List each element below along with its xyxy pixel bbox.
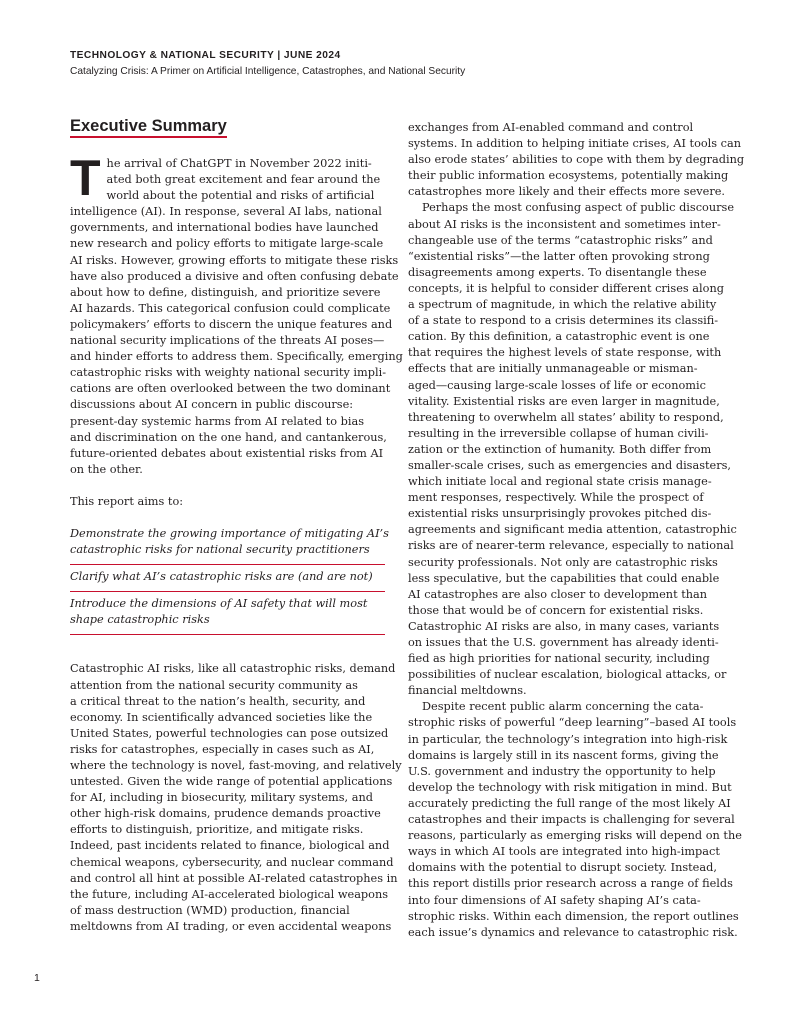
text-line: about how to define, distinguish, and prioritize severe xyxy=(70,285,381,299)
text-line: for AI, including in biosecurity, military systems, and xyxy=(70,791,373,805)
text-line: resulting in the irreversible collapse of human civili- xyxy=(408,426,709,440)
page-number: 1 xyxy=(34,972,40,984)
text-line: policymakers’ efforts to discern the unique features and xyxy=(70,317,393,331)
right-column xyxy=(408,120,745,941)
text-line: Catastrophic AI risks are also, in many cases, variants xyxy=(408,619,720,633)
text-line: into four dimensions of AI safety shaping AI’s cata- xyxy=(408,893,701,907)
aim-text-line: Clarify what AI’s catastrophic risks are (and are not) xyxy=(70,570,373,584)
text-line: on the other. xyxy=(70,462,143,476)
drop-cap: T xyxy=(70,150,101,206)
left-paragraph-2 xyxy=(70,661,402,935)
text-line: “existential risks”—the latter often provoking strong xyxy=(408,249,710,263)
text-line: where the technology is novel, fast-moving, and relatively xyxy=(70,759,402,772)
text-line: strophic risks. Within each dimension, the report outlines xyxy=(408,909,739,923)
text-line: the future, including AI-accelerated biological weapons xyxy=(70,887,389,901)
text-line: vitality. Existential risks are even larger in magnitude, xyxy=(408,394,720,408)
text-line: Perhaps the most confusing aspect of public discourse xyxy=(422,201,735,215)
aims-intro: This report aims to: xyxy=(70,494,184,508)
section-title: Executive Summary xyxy=(70,117,227,138)
aim-item xyxy=(70,592,385,635)
text-line: Catastrophic AI risks, like all catastrophic risks, demand xyxy=(70,662,396,676)
text-line: changeable use of the terms “catastrophic risks” and xyxy=(408,233,713,247)
text-line: risks are of nearer-term relevance, especially to national xyxy=(408,539,734,553)
text-line: financial meltdowns. xyxy=(408,684,527,698)
text-line: Indeed, past incidents related to finance, biological and xyxy=(70,839,390,853)
text-line: reasons, particularly as emerging risks will depend on the xyxy=(408,829,742,843)
text-line: AI hazards. This categorical confusion could complicate xyxy=(70,301,391,315)
text-line: effects that are initially unmanageable or misman- xyxy=(408,362,698,376)
text-line: of a state to respond to a crisis determines its classifi- xyxy=(408,314,719,328)
text-line: that requires the highest levels of state response, with xyxy=(408,346,722,360)
text-line: he arrival of ChatGPT in November 2022 initi- xyxy=(106,157,372,170)
text-line: also erode states’ abilities to cope with them by degrading xyxy=(408,153,745,167)
text-line: domains is largely still in its nascent forms, giving the xyxy=(408,748,719,762)
text-line: of mass destruction (WMD) production, financial xyxy=(70,903,350,917)
text-line: cations are often overlooked between the two dominant xyxy=(70,382,391,396)
text-line: untested. Given the wide range of potential applications xyxy=(70,775,393,789)
text-line: fied as high priorities for national security, including xyxy=(408,652,710,666)
text-line: Despite recent public alarm concerning the cata- xyxy=(422,700,704,714)
text-line: catastrophes and their impacts is challenging for several xyxy=(408,813,735,827)
text-line: disagreements among experts. To disentangle these xyxy=(408,265,707,279)
text-line: develop the technology with risk mitigation in mind. But xyxy=(408,780,732,794)
text-line: strophic risks of powerful “deep learning”–based AI tools xyxy=(408,716,737,730)
text-line: and control all hint at possible AI-related catastrophes in xyxy=(70,871,398,885)
text-line: intelligence (AI). In response, several AI labs, national xyxy=(70,205,382,219)
text-line: about AI risks is the inconsistent and sometimes inter- xyxy=(408,217,721,231)
report-series-label: TECHNOLOGY & NATIONAL SECURITY | JUNE 2024 xyxy=(70,50,341,61)
text-line: less speculative, but the capabilities that could enable xyxy=(408,571,720,585)
text-line: have also produced a divisive and often confusing debate xyxy=(70,269,399,283)
text-line: their public information ecosystems, potentially making xyxy=(408,169,729,183)
text-line: catastrophic risks with weighty national security impli- xyxy=(70,366,387,380)
report-title: Catalyzing Crisis: A Primer on Artificial Intelligence, Catastrophes, and National Security xyxy=(70,66,466,77)
text-line: this report distills prior research across a range of fields xyxy=(408,877,733,891)
text-line: a critical threat to the nation’s health, security, and xyxy=(70,694,366,708)
text-line: concepts, it is helpful to consider different crises along xyxy=(408,281,724,295)
text-line: efforts to distinguish, prioritize, and mitigate risks. xyxy=(70,823,364,837)
text-line: each issue’s dynamics and relevance to catastrophic risk. xyxy=(408,925,738,939)
text-line: United States, powerful technologies can pose outsized xyxy=(70,726,389,740)
aims-list xyxy=(70,526,389,635)
text-line: on issues that the U.S. government has already identi- xyxy=(408,636,719,649)
text-line: risks for catastrophes, especially in cases such as AI, xyxy=(70,742,375,756)
text-line: threatening to overwhelm all states’ ability to respond, xyxy=(408,410,724,424)
text-line: a spectrum of magnitude, in which the relative ability xyxy=(408,298,717,312)
text-line: governments, and international bodies have launched xyxy=(70,221,379,235)
aim-text-line: Demonstrate the growing importance of mitigating AI’s xyxy=(70,526,389,540)
text-line: discussions about AI concern in public discourse: xyxy=(70,398,354,412)
text-line: U.S. government and industry the opportunity to help xyxy=(408,764,716,778)
text-line: AI catastrophes are also closer to development than xyxy=(408,587,708,601)
text-line: other high-risk domains, prudence demands proactive xyxy=(70,807,381,821)
text-line: exchanges from AI-enabled command and control xyxy=(408,121,694,134)
text-line: systems. In addition to helping initiate crises, AI tools can xyxy=(408,137,742,151)
text-line: smaller-scale crises, such as emergencies and disasters, xyxy=(408,458,732,472)
text-line: aged—causing large-scale losses of life or economic xyxy=(408,378,706,392)
text-line: cation. By this definition, a catastrophic event is one xyxy=(408,330,710,344)
aim-text-line: catastrophic risks for national security practitioners xyxy=(70,543,370,557)
text-line: economy. In scientifically advanced societies like the xyxy=(70,710,373,724)
text-line: world about the potential and risks of artificial xyxy=(106,189,375,203)
text-line: and discrimination on the one hand, and cantankerous, xyxy=(70,430,387,444)
aim-item xyxy=(70,526,389,565)
text-line: existential risks unsurprisingly provokes pitched dis- xyxy=(408,507,712,521)
text-line: national security implications of the threats AI poses— xyxy=(70,334,385,348)
text-line: ways in which AI tools are integrated into high-impact xyxy=(408,845,720,859)
text-line: ated both great excitement and fear around the xyxy=(106,173,381,187)
text-line: and hinder efforts to address them. Specifically, emerging xyxy=(70,350,403,364)
text-line: agreements and significant media attention, catastrophic xyxy=(408,523,737,537)
text-line: AI risks. However, growing efforts to mitigate these risks xyxy=(70,253,399,267)
text-line: which initiate local and regional state crisis manage- xyxy=(408,475,712,489)
aim-text-line: Introduce the dimensions of AI safety that will most xyxy=(70,597,368,611)
text-line: catastrophes more likely and their effects more severe. xyxy=(408,185,725,199)
text-line: future-oriented debates about existential risks from AI xyxy=(70,446,384,460)
intro-paragraph xyxy=(70,150,403,478)
aim-text-line: shape catastrophic risks xyxy=(70,613,210,627)
text-line: possibilities of nuclear escalation, biological attacks, or xyxy=(408,668,727,682)
text-line: accurately predicting the full range of the most likely AI xyxy=(408,796,731,810)
text-line: those that would be of concern for existential risks. xyxy=(408,603,704,617)
text-line: zation or the extinction of humanity. Both differ from xyxy=(408,442,712,456)
text-line: security professionals. Not only are catastrophic risks xyxy=(408,555,718,569)
text-line: chemical weapons, cybersecurity, and nuclear command xyxy=(70,855,394,869)
left-column xyxy=(70,117,403,935)
aim-item xyxy=(70,565,385,592)
text-line: present-day systemic harms from AI related to bias xyxy=(70,414,365,428)
text-line: attention from the national security community as xyxy=(70,678,358,692)
text-line: meltdowns from AI trading, or even accidental weapons xyxy=(70,919,392,933)
text-line: new research and policy efforts to mitigate large-scale xyxy=(70,237,384,251)
text-line: ment responses, respectively. While the prospect of xyxy=(408,491,704,505)
text-line: in particular, the technology’s integration into high-risk xyxy=(408,732,728,746)
text-line: domains with the potential to disrupt society. Instead, xyxy=(408,861,717,875)
